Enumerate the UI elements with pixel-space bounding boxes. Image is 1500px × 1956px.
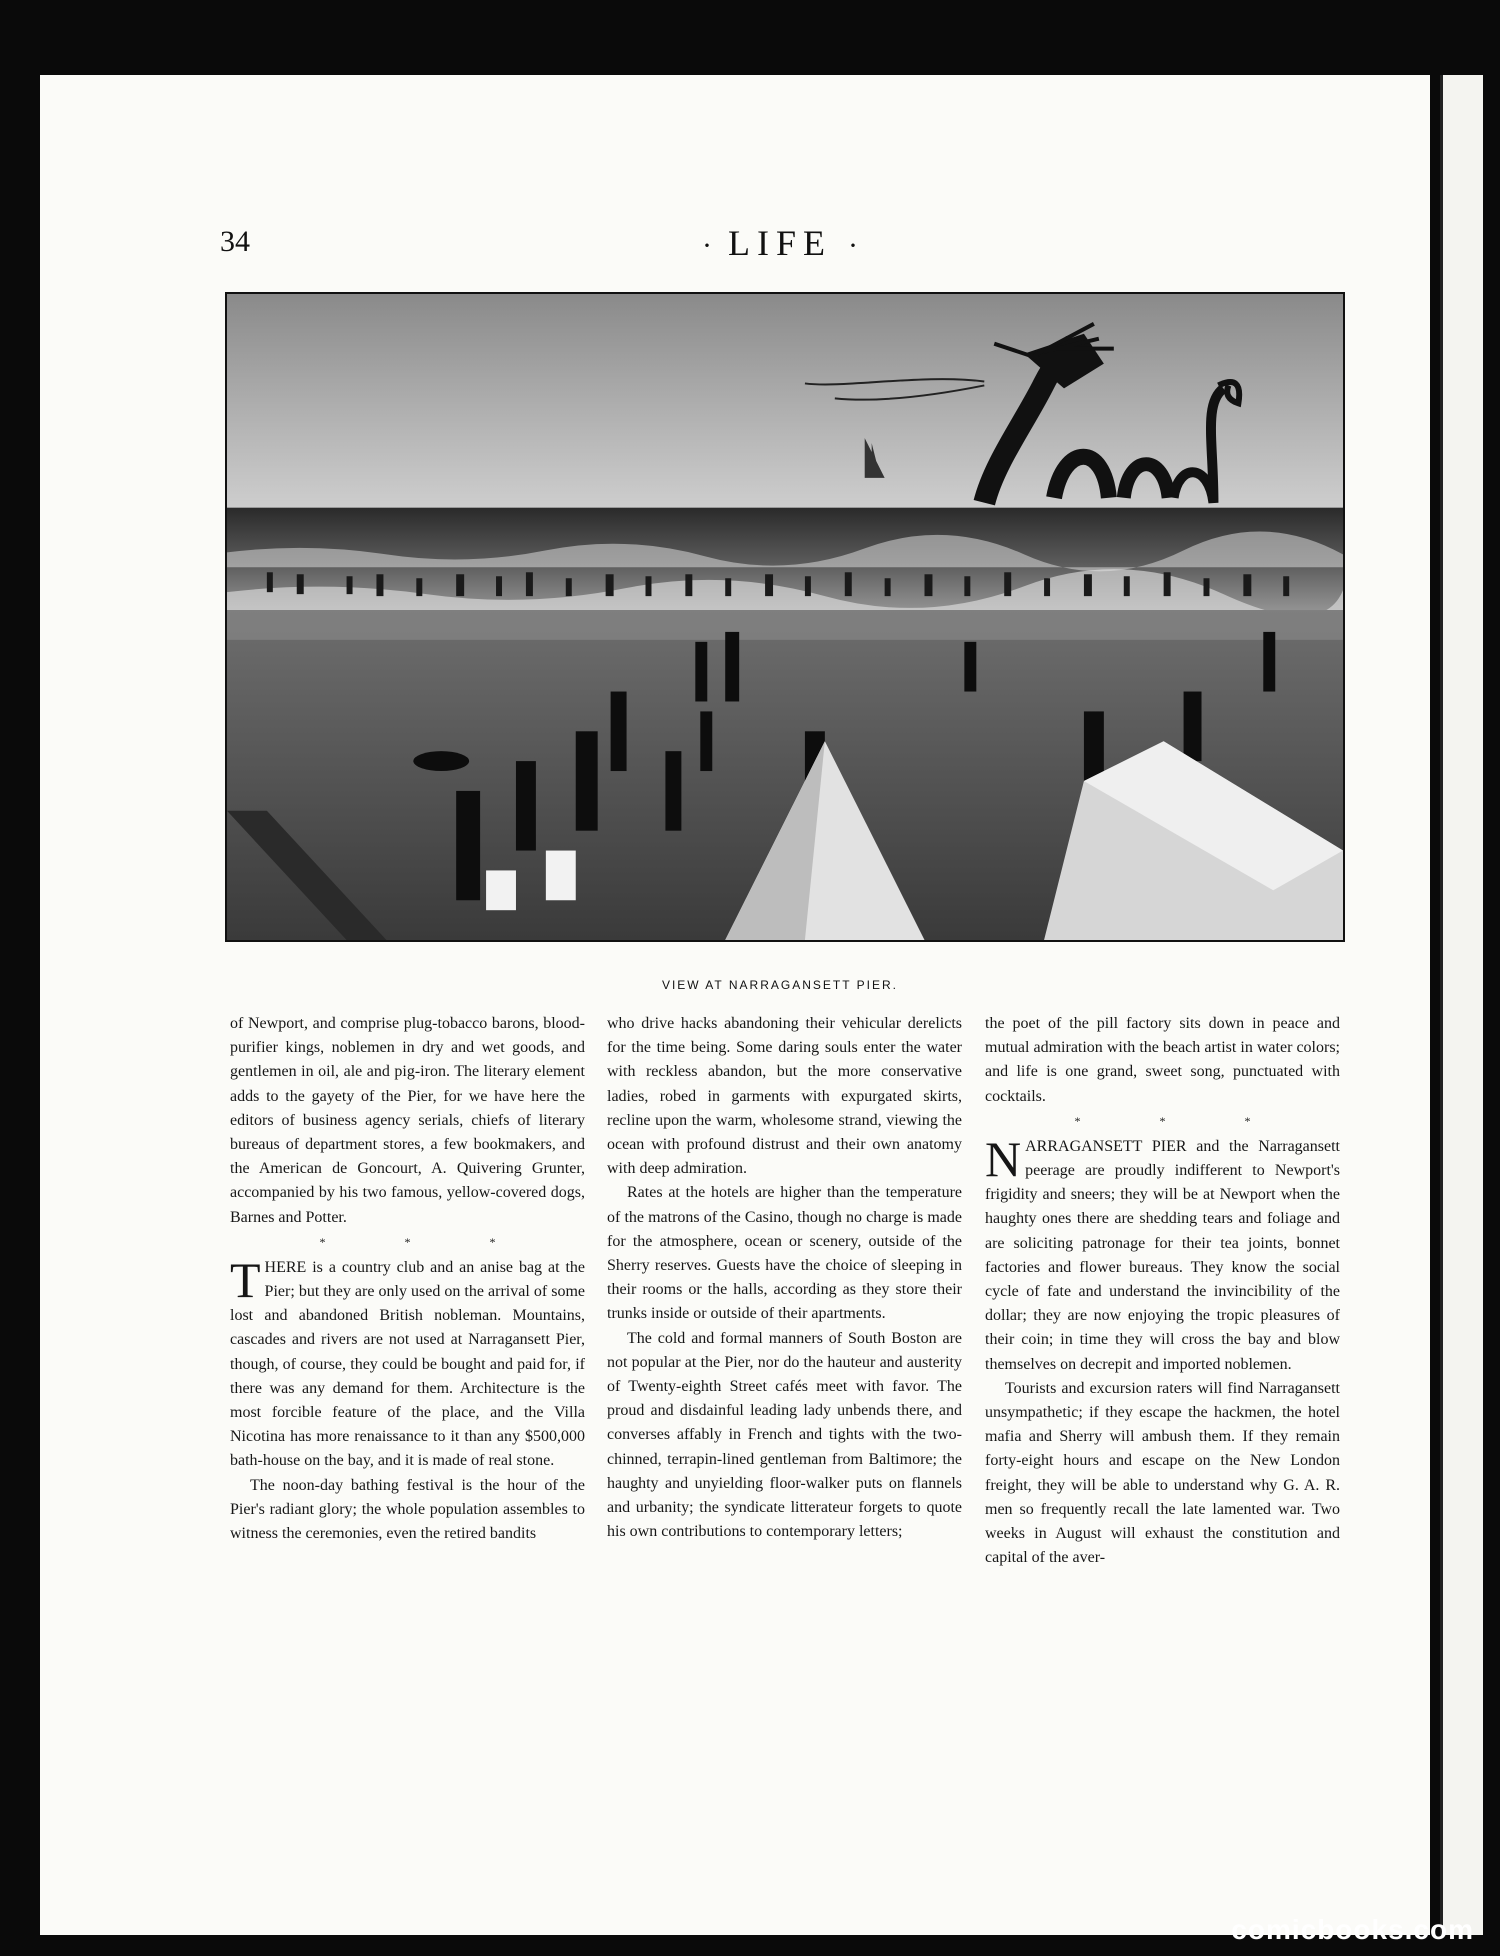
paragraph-with-dropcap [230,1251,585,1474]
article-column-1 [230,1012,585,1546]
paragraph: of Newport, and comprise plug-tobacco barons, blood-purifier kings, noblemen in dry and wet goods, and gentlemen in oil, ale and pig-iron. The literary element adds to the gayety of the Pier, for we have here the editors of business agency serials, chiefs of literary bureaus of department stores, a few bookmakers, and the American de Goncourt, A. Quivering Grunter, accompanied by his two famous, yellow-covered dogs, Barnes and Potter. [230,1015,585,1226]
photo-caption: VIEW AT NARRAGANSETT PIER. [661,978,899,992]
masthead [0,222,1500,264]
paragraph: Tourists and excursion raters will find Narragansett unsympathetic; if they escape the hackmen, the hotel mafia and Sherry will ambush them. If they remain forty-eight hours and escape on the New London freight, they will be able to understand why G. A. R. men so frequently recall the late lamented war. Two weeks in August will exhaust the constitution and capital of the aver- [985,1379,1340,1567]
drop-cap: T [230,1251,261,1308]
section-divider-stars: * * * [1074,1113,1289,1128]
page-number: 34 [220,225,250,258]
paragraph: who drive hacks abandoning their vehicular derelicts for the time being. Some daring souls enter the water with reckless abandon, but the more conservative ladies, robed in garments with expurgated skirts, recline upon the warm, wholesome strand, viewing the ocean with profound distrust and their own anatomy with deep admiration. [607,1015,962,1178]
drop-cap: N [985,1130,1022,1187]
beach-scene-drawing [227,294,1343,940]
masthead-title: LIFE [728,223,832,263]
paragraph-text: ARRAGANSETT PIER and the Narragansett peerage are proudly indifferent to Newport's frigidity and sneers; they will be at Newport when the haughty ones there are shedding tears and foliage and are soliciting patronage for their tea joints, bonnet factories and flower bureaus. They know the social cycle of fate and understand the invincibility of the dollar; they are now enjoying the tropic pleasures of their coin; in time they will cross the bay and blow themselves on decrepit and imported noblemen. [985,1137,1340,1373]
paragraph: The noon-day bathing festival is the hour of the Pier's radiant glory; the whole population assembles to witness the ceremonies, even the retired bandits [230,1476,585,1543]
site-watermark: comicbooks.com [1231,1914,1474,1945]
masthead-dot-left: · [702,229,712,262]
facing-page-edge [1440,75,1483,1935]
paragraph: The cold and formal manners of South Boston are not popular at the Pier, nor do the hauteur and austerity of Twenty-eighth Street cafés meet with favor. The proud and disdainful leading lady unbends there, and converses affably in French and tights with the two-chinned, terrapin-lined gentleman from Baltimore; the haughty and unyielding floor-walker puts on flannels and urbanity; the syndicate litterateur forgets to quote his own contributions to contemporary letters; [607,1329,962,1541]
article-column-2 [607,1012,962,1544]
section-divider-stars: * * * [319,1234,534,1249]
paragraph-with-dropcap [985,1130,1340,1377]
paragraph: the poet of the pill factory sits down in peace and mutual admiration with the beach artist in water colors; and life is one grand, sweet song, punctuated with cocktails. [985,1015,1340,1105]
beach-photograph [225,292,1345,942]
paragraph: Rates at the hotels are higher than the temperature of the matrons of the Casino, though no charge is made for the atmosphere, ocean or scenery, outside of the Sherry reserves. Guests have the choice of sleeping in their rooms or the halls, according as they store their trunks inside or outside of their apartments. [607,1184,962,1323]
masthead-dot-right: · [848,229,858,262]
article-column-3 [985,1012,1340,1570]
paragraph-text: HERE is a country club and an anise bag at the Pier; but they are only used on the arrival of some lost and abandoned British nobleman. Mountains, cascades and rivers are not used at Narragansett Pier, though, of course, they could be bought and paid for, if there was any demand for them. Architecture is the most forcible feature of the place, and the Villa Nicotina has more renaissance to it than any $500,000 bath-house on the bay, and it is made of real stone. [230,1258,585,1470]
